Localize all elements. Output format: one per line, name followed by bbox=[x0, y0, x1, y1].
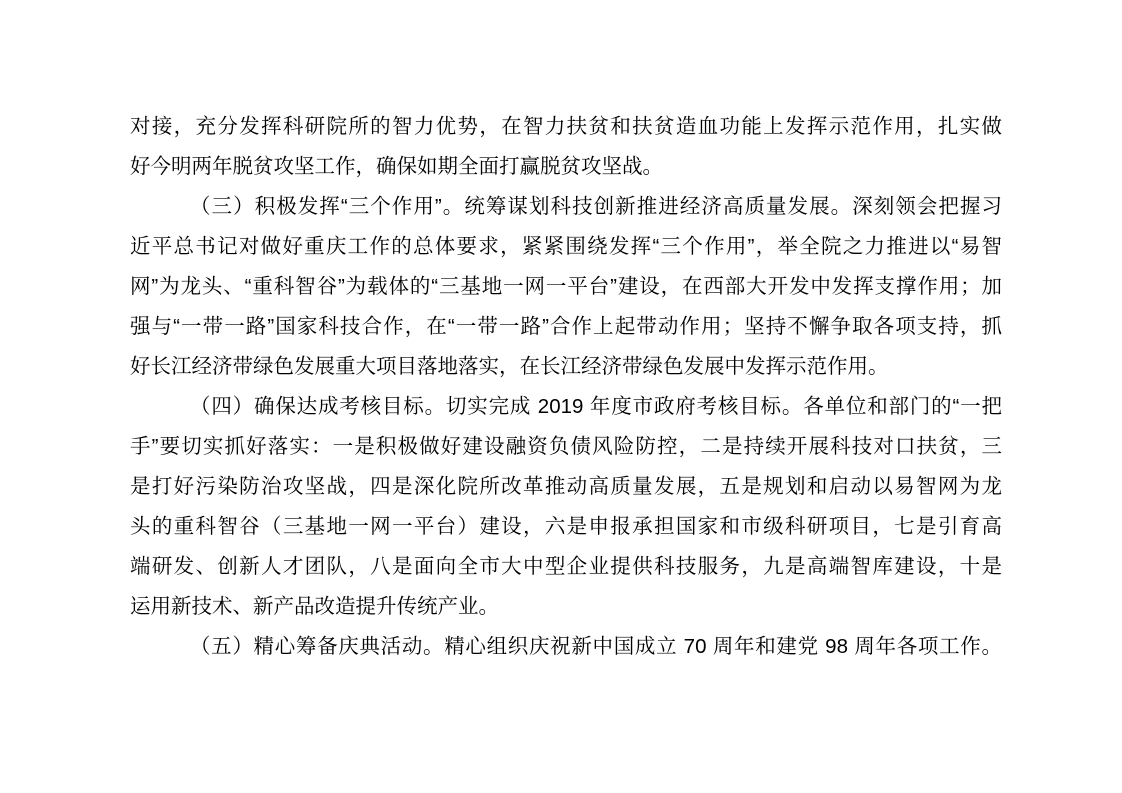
text-line: 近平总书记对做好重庆工作的总体要求，紧紧围绕发挥“三个作用”，举全院之力推进以“易智 bbox=[130, 235, 1002, 258]
text-line: （四）确保达成考核目标。切实完成 2019 年度市政府考核目标。各单位和部门的“一把 bbox=[190, 395, 1002, 418]
text-line: 对接，充分发挥科研院所的智力优势，在智力扶贫和扶贫造血功能上发挥示范作用，扎实做 bbox=[130, 115, 1002, 138]
text-line: 强与“一带一路”国家科技合作，在“一带一路”合作上起带动作用；坚持不懈争取各项支持，抓 bbox=[130, 315, 1002, 338]
text-line: 好长江经济带绿色发展重大项目落地落实，在长江经济带绿色发展中发挥示范作用。 bbox=[130, 355, 889, 378]
text-line: 端研发、创新人才团队，八是面向全市大中型企业提供科技服务，九是高端智库建设，十是 bbox=[130, 555, 1002, 578]
text-line: 网”为龙头、“重科智谷”为载体的“三基地一网一平台”建设，在西部大开发中发挥支撑作用；加 bbox=[130, 275, 1002, 298]
text-line: （三）积极发挥“三个作用”。统筹谋划科技创新推进经济高质量发展。深刻领会把握习 bbox=[190, 195, 1002, 218]
text-line: 手”要切实抓好落实：一是积极做好建设融资负债风险防控，二是持续开展科技对口扶贫，三 bbox=[130, 435, 1002, 458]
text-line: 好今明两年脱贫攻坚工作，确保如期全面打赢脱贫攻坚战。 bbox=[130, 155, 663, 178]
text-line: 头的重科智谷（三基地一网一平台）建设，六是申报承担国家和市级科研项目，七是引育高 bbox=[130, 515, 1002, 538]
text-line: 是打好污染防治攻坚战，四是深化院所改革推动高质量发展，五是规划和启动以易智网为龙 bbox=[130, 475, 1002, 498]
text-line: 运用新技术、新产品改造提升传统产业。 bbox=[130, 595, 499, 618]
text-line: （五）精心筹备庆典活动。精心组织庆祝新中国成立 70 周年和建党 98 周年各项工作。 bbox=[190, 635, 1002, 658]
document-text bbox=[130, 107, 1002, 667]
